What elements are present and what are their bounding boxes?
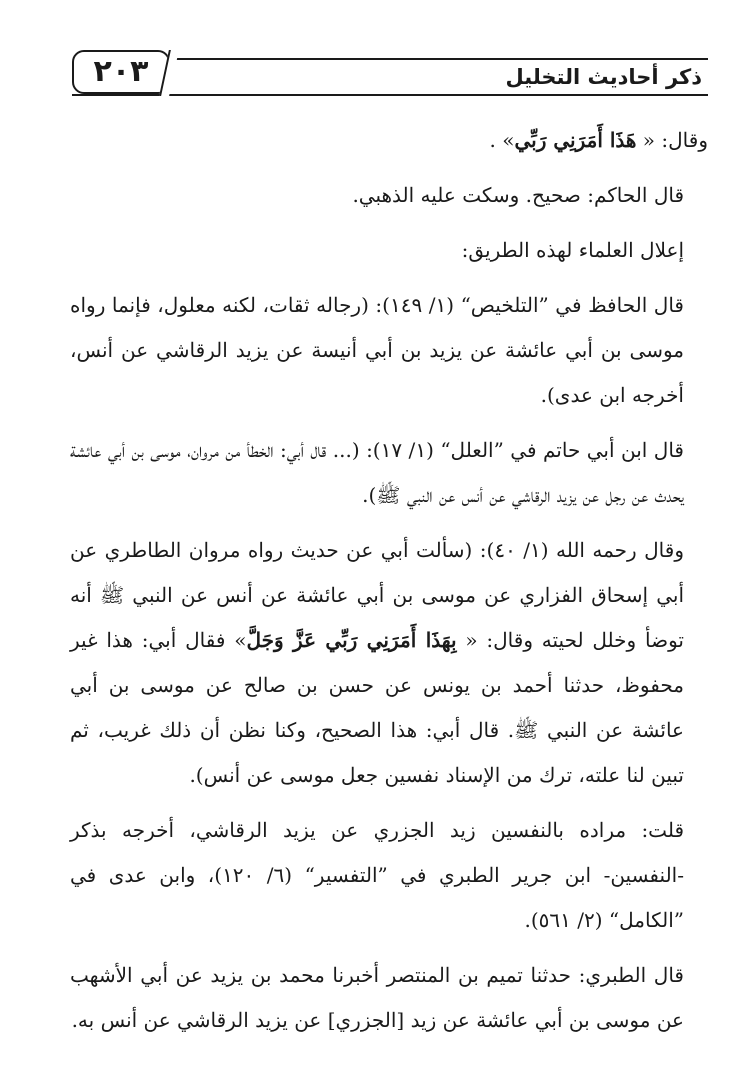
- page-number: ٢٠٣: [93, 54, 149, 89]
- paragraph-tabari: [70, 953, 708, 1043]
- text-segment: قال ابن أبي حاتم في ”العلل“ (١/ ١٧): (... قال أبي: الخطأ من مروان، موسى بن أبي عائشة يحدث عن رجل عن يزيد الرقاشي عن أنس عن النبي ﷺ).: [70, 438, 684, 507]
- paragraph-ilal-2: [70, 528, 708, 798]
- quoted-hadith-text: بِهَذَا أَمَرَنِي رَبِّي عَزَّ وَجَلَّ: [246, 628, 457, 652]
- text-segment: قال الطبري: حدثنا تميم بن المنتصر أخبرنا محمد بن يزيد عن أبي الأشهب عن موسى بن أبي عائشة عن زيد [الجزري] عن يزيد الرقاشي عن أنس به.: [70, 963, 684, 1032]
- paragraph-ilal-1: [70, 428, 708, 518]
- quoted-hadith-text: هَذَا أَمَرَنِي رَبِّي: [514, 128, 637, 152]
- text-segment: قال الحاكم: صحيح. وسكت عليه الذهبي.: [352, 183, 684, 207]
- paragraph-talkhis: [70, 283, 708, 418]
- text-segment: وقال رحمه الله (١/ ٤٠): (سألت أبي عن حديث رواه مروان الطاطري عن أبي إسحاق الفزاري عن موسى بن أبي عائشة عن أنس عن النبي ﷺ أنه توضأ وخلل لحيته وقال: «: [70, 538, 684, 652]
- paragraph-section-heading: [70, 228, 708, 273]
- section-heading: إعلال العلماء لهذه الطريق:: [461, 238, 684, 262]
- running-header: [72, 54, 708, 96]
- body-text: [70, 118, 708, 1053]
- text-segment: » فقال أبي: هذا غير محفوظ، حدثنا أحمد بن يونس عن حسن بن صالح عن موسى بن أبي عائشة عن النبي ﷺ. قال أبي: هذا الصحيح، وكنا نظن أن ذلك غريب، ثم تبين لنا علته، ترك من الإسناد نفسين جعل موسى عن أنس).: [70, 628, 684, 787]
- paragraph-hakim-quote: [70, 118, 708, 163]
- text-segment: قلت: مراده بالنفسين زيد الجزري عن يزيد الرقاشي، أخرجه بذكر -النفسين- ابن جرير الطبري في ”التفسير“ (٦/ ١٢٠)، وابن عدى في ”الكامل“ (٢/ ٥٦١).: [70, 818, 684, 932]
- paragraph-author-note: [70, 808, 708, 943]
- text-segment: قال الحافظ في ”التلخيص“ (١/ ١٤٩): (رجاله ثقات، لكنه معلول، فإنما رواه موسى بن أبي عائشة عن يزيد بن أبي أنيسة عن يزيد الرقاشي عن أنس، أخرجه ابن عدى).: [70, 293, 684, 407]
- paragraph-hakim-grading: [70, 173, 708, 218]
- running-title: ذكر أحاديث التخليل: [505, 65, 702, 89]
- text-segment: » .: [489, 128, 515, 152]
- text-segment: وقال: «: [636, 128, 708, 152]
- header-rule-top: [166, 58, 708, 60]
